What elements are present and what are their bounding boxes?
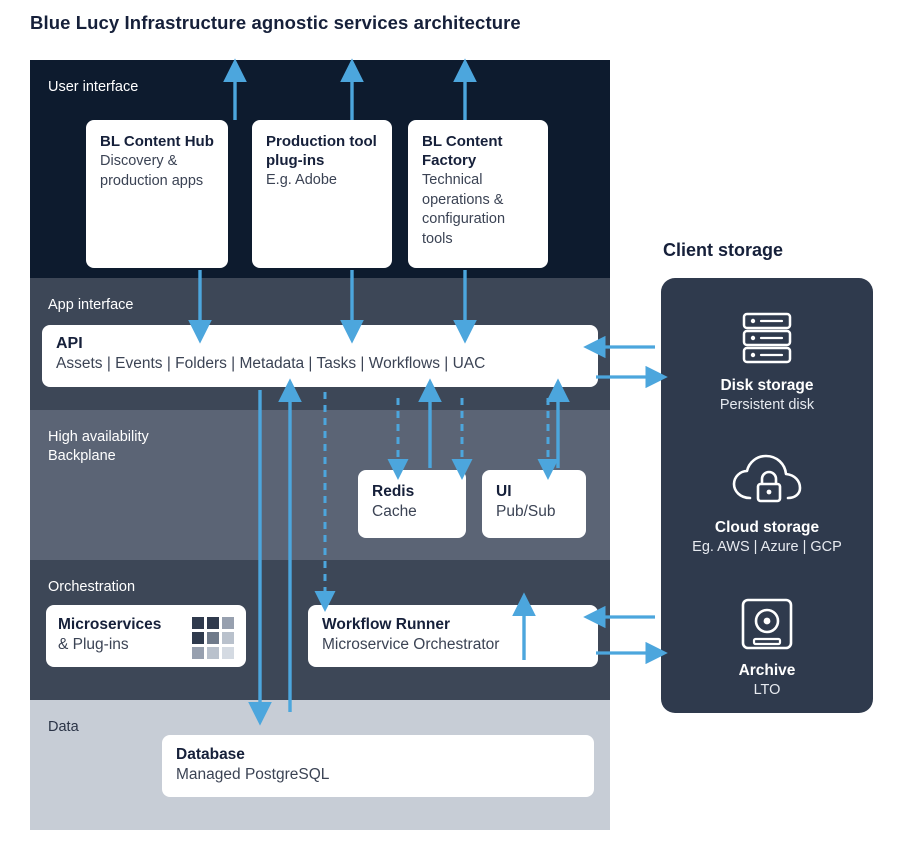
band-label-orchestration: Orchestration: [48, 579, 136, 595]
client-storage-panel: [661, 278, 873, 713]
card-subtitle: E.g. Adobe: [266, 172, 337, 188]
card-workflow-runner[interactable]: [308, 605, 598, 667]
client-storage-item-archive: [661, 593, 873, 700]
card-redis-cache[interactable]: [358, 470, 466, 538]
client-storage-item-name: Cloud storage: [714, 519, 820, 536]
card-subtitle: Assets | Events | Folders | Metadata | Tasks | Workflows | UAC: [56, 355, 486, 372]
band-label-app-interface: App interface: [48, 297, 134, 313]
card-title: UI: [496, 483, 512, 500]
client-storage-item-name: Disk storage: [720, 377, 814, 394]
client-storage-item-cloud: [661, 450, 873, 557]
card-subtitle: Managed PostgreSQL: [176, 766, 330, 783]
microservices-dot-grid-icon: [192, 617, 234, 659]
band-label-user-interface: User interface: [48, 79, 139, 95]
page-title: Blue Lucy Infrastructure agnostic services architecture: [30, 12, 521, 33]
card-title: Redis: [372, 483, 415, 500]
band-label-data: Data: [48, 719, 79, 735]
card-subtitle: & Plug-ins: [58, 636, 129, 653]
card-database[interactable]: [162, 735, 594, 797]
card-title: Workflow Runner: [322, 616, 451, 633]
disk-stack-icon: [661, 308, 873, 370]
card-title: API: [56, 335, 83, 352]
card-title: Database: [176, 746, 245, 763]
client-storage-item-detail: Persistent disk: [719, 397, 815, 413]
card-subtitle: Microservice Orchestrator: [322, 636, 500, 653]
card-subtitle: Discovery & production apps: [100, 153, 204, 189]
client-storage-item-detail: LTO: [753, 682, 781, 698]
cloud-lock-icon: [661, 450, 873, 512]
card-api[interactable]: [42, 325, 598, 387]
client-storage-item-disk: [661, 308, 873, 415]
client-storage-title: Client storage: [663, 240, 784, 260]
card-subtitle: Technical operations & configuration tools: [422, 172, 506, 247]
archive-tape-icon: [661, 593, 873, 655]
card-bl-content-hub[interactable]: [86, 120, 228, 268]
card-bl-content-factory[interactable]: [408, 120, 548, 268]
card-microservices[interactable]: [46, 605, 246, 667]
band-label-high-availability: [48, 428, 149, 466]
card-title: Microservices: [58, 616, 162, 633]
card-ui-pubsub[interactable]: [482, 470, 586, 538]
client-storage-item-name: Archive: [738, 662, 796, 679]
band-label-ha-line1: High availability: [48, 429, 149, 445]
card-production-tool-plugins[interactable]: [252, 120, 392, 268]
card-title: BL Content Factory: [422, 133, 503, 169]
card-subtitle: Pub/Sub: [496, 503, 556, 520]
architecture-stack: [30, 60, 610, 830]
card-title: Production tool plug-ins: [266, 133, 377, 169]
band-label-ha-line2: Backplane: [48, 448, 116, 464]
client-storage-item-detail: Eg. AWS | Azure | GCP: [692, 539, 842, 555]
card-subtitle: Cache: [372, 503, 417, 520]
card-title: BL Content Hub: [100, 133, 214, 150]
